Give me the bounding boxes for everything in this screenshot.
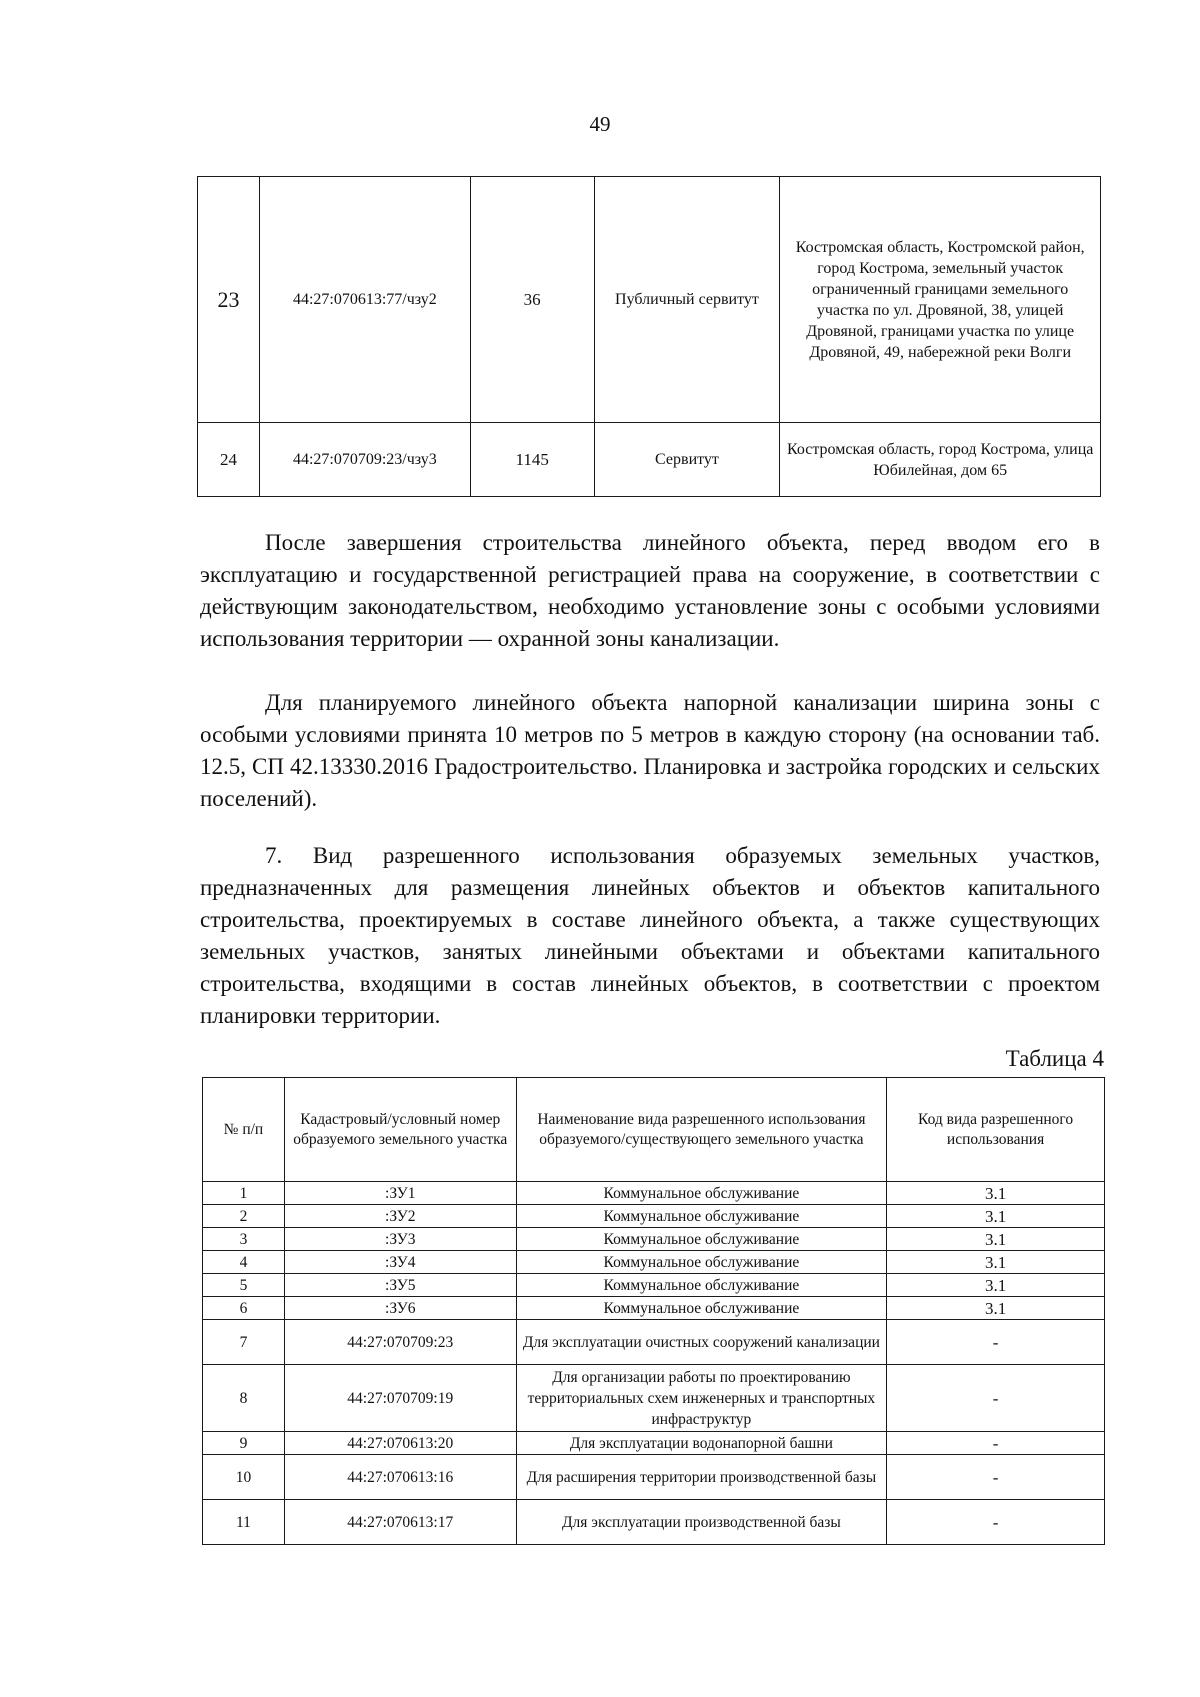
- use-code: 3.1: [887, 1228, 1105, 1251]
- table-row: [203, 1320, 1105, 1365]
- use-name: Коммунальное обслуживание: [516, 1251, 887, 1274]
- row-number: 5: [203, 1274, 285, 1297]
- use-code: -: [887, 1455, 1105, 1500]
- use-name: Коммунальное обслуживание: [516, 1182, 887, 1205]
- header-code: Код вида разрешенного использования: [887, 1078, 1105, 1182]
- area-value: 1145: [470, 423, 594, 497]
- use-name: Для эксплуатации производственной базы: [516, 1500, 887, 1545]
- page-number: 49: [589, 112, 611, 136]
- table-caption: Таблица 4: [1005, 1046, 1104, 1071]
- cadastral-number: 44:27:070709:23/чзу3: [259, 423, 470, 497]
- row-number: 11: [203, 1500, 285, 1545]
- use-code: 3.1: [887, 1297, 1105, 1320]
- table-row: [203, 1365, 1105, 1432]
- paragraph-protection-zone: После завершения строительства линейного объекта, перед вводом его в эксплуатацию и государственной регистрацией права на сооружение, в соответствии с действующим законодательством, необходимо установление зоны с особыми условиями использования территории — охранной зоны канализации.: [200, 530, 1100, 651]
- cadastral-number: 44:27:070613:20: [284, 1432, 516, 1455]
- cadastral-number: 44:27:070613:17: [284, 1500, 516, 1545]
- table-row: [203, 1205, 1105, 1228]
- use-code: -: [887, 1432, 1105, 1455]
- row-number: 23: [198, 177, 260, 423]
- use-name: Для эксплуатации очистных сооружений канализации: [516, 1320, 887, 1365]
- paragraph-zone-width: Для планируемого линейного объекта напорной канализации ширина зоны с особыми условиями принята 10 метров по 5 метров в каждую сторону (на основании таб. 12.5, СП 42.13330.2016 Градостроительство. Планировка и застройка городских и сельских поселений).: [200, 690, 1100, 811]
- use-name: Коммунальное обслуживание: [516, 1297, 887, 1320]
- use-code: 3.1: [887, 1274, 1105, 1297]
- header-num: № п/п: [203, 1078, 285, 1182]
- use-code: -: [887, 1320, 1105, 1365]
- use-name: Коммунальное обслуживание: [516, 1205, 887, 1228]
- cadastral-number: :ЗУ2: [284, 1205, 516, 1228]
- cadastral-number: 44:27:070613:77/чзу2: [259, 177, 470, 423]
- table-row: [203, 1251, 1105, 1274]
- use-code: 3.1: [887, 1182, 1105, 1205]
- use-name: Коммунальное обслуживание: [516, 1228, 887, 1251]
- row-number: 6: [203, 1297, 285, 1320]
- cadastral-number: 44:27:070709:23: [284, 1320, 516, 1365]
- header-use-name: Наименование вида разрешенного использования образуемого/существующего земельного участка: [516, 1078, 887, 1182]
- use-code: 3.1: [887, 1251, 1105, 1274]
- header-cadastral: Кадастровый/условный номер образуемого земельного участка: [284, 1078, 516, 1182]
- table-row: [203, 1432, 1105, 1455]
- table-row: [203, 1182, 1105, 1205]
- servitude-table: [197, 176, 1101, 497]
- row-number: 10: [203, 1455, 285, 1500]
- cadastral-number: 44:27:070613:16: [284, 1455, 516, 1500]
- row-number: 3: [203, 1228, 285, 1251]
- table-row: [198, 177, 1101, 423]
- table-row: [198, 423, 1101, 497]
- row-number: 9: [203, 1432, 285, 1455]
- row-number: 24: [198, 423, 260, 497]
- table-row: [203, 1455, 1105, 1500]
- cadastral-number: :ЗУ3: [284, 1228, 516, 1251]
- table-row: [203, 1500, 1105, 1545]
- use-code: 3.1: [887, 1205, 1105, 1228]
- use-name: Коммунальное обслуживание: [516, 1274, 887, 1297]
- cadastral-number: :ЗУ1: [284, 1182, 516, 1205]
- location-address: Костромская область, Костромской район, город Кострома, земельный участок ограниченный границами земельного участка по ул. Дровяной, 38, улицей Дровяной, границами участка по улице Дровяной, 49, набережной реки Волги: [780, 177, 1101, 423]
- cadastral-number: 44:27:070709:19: [284, 1365, 516, 1432]
- row-number: 4: [203, 1251, 285, 1274]
- row-number: 8: [203, 1365, 285, 1432]
- section-7-heading: 7. Вид разрешенного использования образуемых земельных участков, предназначенных для размещения линейных объектов и объектов капитального строительства, проектируемых в составе линейного объекта, а также существующих земельных участков, занятых линейными объектами и объектами капитального строительства, входящими в состав линейных объектов, в соответствии с проектом планировки территории.: [200, 843, 1100, 1028]
- use-name: Для эксплуатации водонапорной башни: [516, 1432, 887, 1455]
- cadastral-number: :ЗУ4: [284, 1251, 516, 1274]
- row-number: 2: [203, 1205, 285, 1228]
- area-value: 36: [470, 177, 594, 423]
- table-row: [203, 1228, 1105, 1251]
- encumbrance-type: Сервитут: [594, 423, 780, 497]
- location-address: Костромская область, город Кострома, улица Юбилейная, дом 65: [780, 423, 1101, 497]
- use-name: Для расширения территории производственной базы: [516, 1455, 887, 1500]
- use-name: Для организации работы по проектированию территориальных схем инженерных и транспортных инфраструктур: [516, 1365, 887, 1432]
- cadastral-number: :ЗУ5: [284, 1274, 516, 1297]
- table-row: [203, 1274, 1105, 1297]
- use-code: -: [887, 1500, 1105, 1545]
- cadastral-number: :ЗУ6: [284, 1297, 516, 1320]
- row-number: 7: [203, 1320, 285, 1365]
- permitted-use-table: [202, 1077, 1105, 1545]
- table-header-row: [203, 1078, 1105, 1182]
- row-number: 1: [203, 1182, 285, 1205]
- encumbrance-type: Публичный сервитут: [594, 177, 780, 423]
- use-code: -: [887, 1365, 1105, 1432]
- table-row: [203, 1297, 1105, 1320]
